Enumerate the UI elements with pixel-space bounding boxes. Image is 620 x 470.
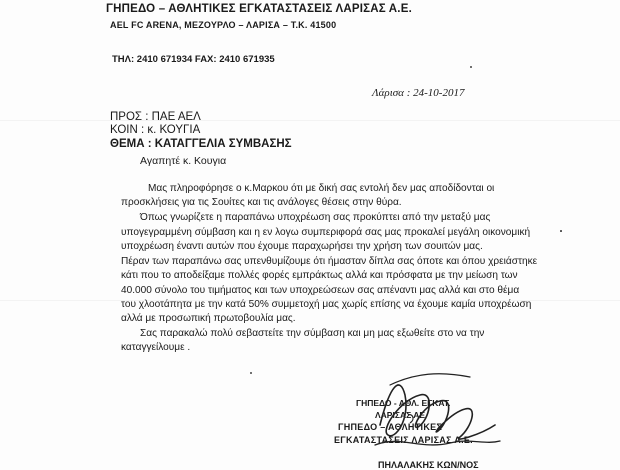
body-line: υπογεγραμμένη σύμβαση και η εν λογω συμπεριφορά σας μας προκαλεί μεγάλη οικονομική: [121, 227, 531, 238]
body-line: καταγγείλουμε .: [121, 342, 191, 353]
stamp-line: ΓΗΠΕΔΟ - ΑΘΛ. ΕΓΚΑΤ.: [356, 398, 451, 408]
letterhead-company: ΓΗΠΕΔΟ – ΑΘΛΗΤΙΚΕΣ ΕΓΚΑΤΑΣΤΑΣΕΙΣ ΛΑΡΙΣΑΣ Α.Ε.: [106, 3, 412, 15]
stamp-line: ΓΗΠΕΔΟ – ΑΘΛΗΤΙΚΕΣ: [338, 422, 443, 432]
letterhead-address: AEL FC ARENA, ΜΕΖΟΥΡΛΟ – ΛΑΡΙΣΑ – Τ.Κ. 41500: [110, 20, 337, 30]
stamp-line: ΕΓΚΑΤΑΣΤΑΣΕΙΣ ΛΑΡΙΣΑΣ Α.Ε.: [334, 435, 473, 445]
letter-date: Λάρισα : 24-10-2017: [372, 87, 465, 99]
signer-name: ΠΗΛΑΛΑΚΗΣ ΚΩΝ/ΝΟΣ: [378, 460, 479, 470]
stamp-line: ΛΑΡΙΣΑΣ ΑΕ: [375, 410, 426, 420]
body-line: προσκλήσεις για τις Σουίτες και τις ανάλογες θέσεις στην θύρα.: [121, 197, 402, 208]
body-line: του χλοοτάπητα με την κατά 50% συμμετοχή μας χωρίς επίσης να έχουμε καμία υποχρέωση: [121, 299, 532, 310]
body-line: αλλά με προσωπική πρωτοβουλία μας.: [121, 313, 296, 324]
body-line: 40.000 σύνολο του τιμήματος και των υποχρεώσεων σας απέναντι μας αλλά και στο θέμα: [121, 285, 520, 296]
letterhead-phone: ΤΗΛ: 2410 671934 FAX: 2410 671935: [112, 54, 275, 65]
recipient-cc: ΚΟΙΝ : κ. ΚΟΥΓΙΑ: [110, 124, 201, 136]
letter-greeting: Αγαπητέ κ. Κουγια: [140, 155, 227, 167]
body-line: Σας παρακαλώ πολύ σεβαστείτε την σύμβαση και μη μας εξωθείτε στο να την: [140, 328, 485, 339]
recipient-to: ΠΡΟΣ : ΠΑΕ ΑΕΛ: [110, 111, 201, 123]
body-line: Πέραν των παραπάνω σας υπενθυμίζουμε ότι ήμασταν δίπλα σας όποτε και όπου χρειάστηκε: [121, 256, 538, 267]
letter-subject: ΘΕΜΑ : ΚΑΤΑΓΓΕΛΙΑ ΣΥΜΒΑΣΗΣ: [110, 138, 292, 150]
body-line: κάτι που το αποδείξαμε πολλές φορές εμπράκτως αλλά και πρόσφατα με την μείωση των: [121, 270, 518, 281]
body-line: Όπως γνωρίζετε η παραπάνω υποχρέωση σας προκύπτει από την μεταξύ μας: [140, 212, 491, 223]
body-line: υποχρέωση έναντι αυτών που έχουμε παραχωρήσει την χρήση των σουιτών μας.: [121, 241, 483, 252]
body-line: Μας πληροφόρησε ο κ.Μαρκου ότι με δική σας εντολή δεν μας αποδίδονται οι: [148, 183, 495, 194]
handwritten-signature: [360, 365, 510, 465]
